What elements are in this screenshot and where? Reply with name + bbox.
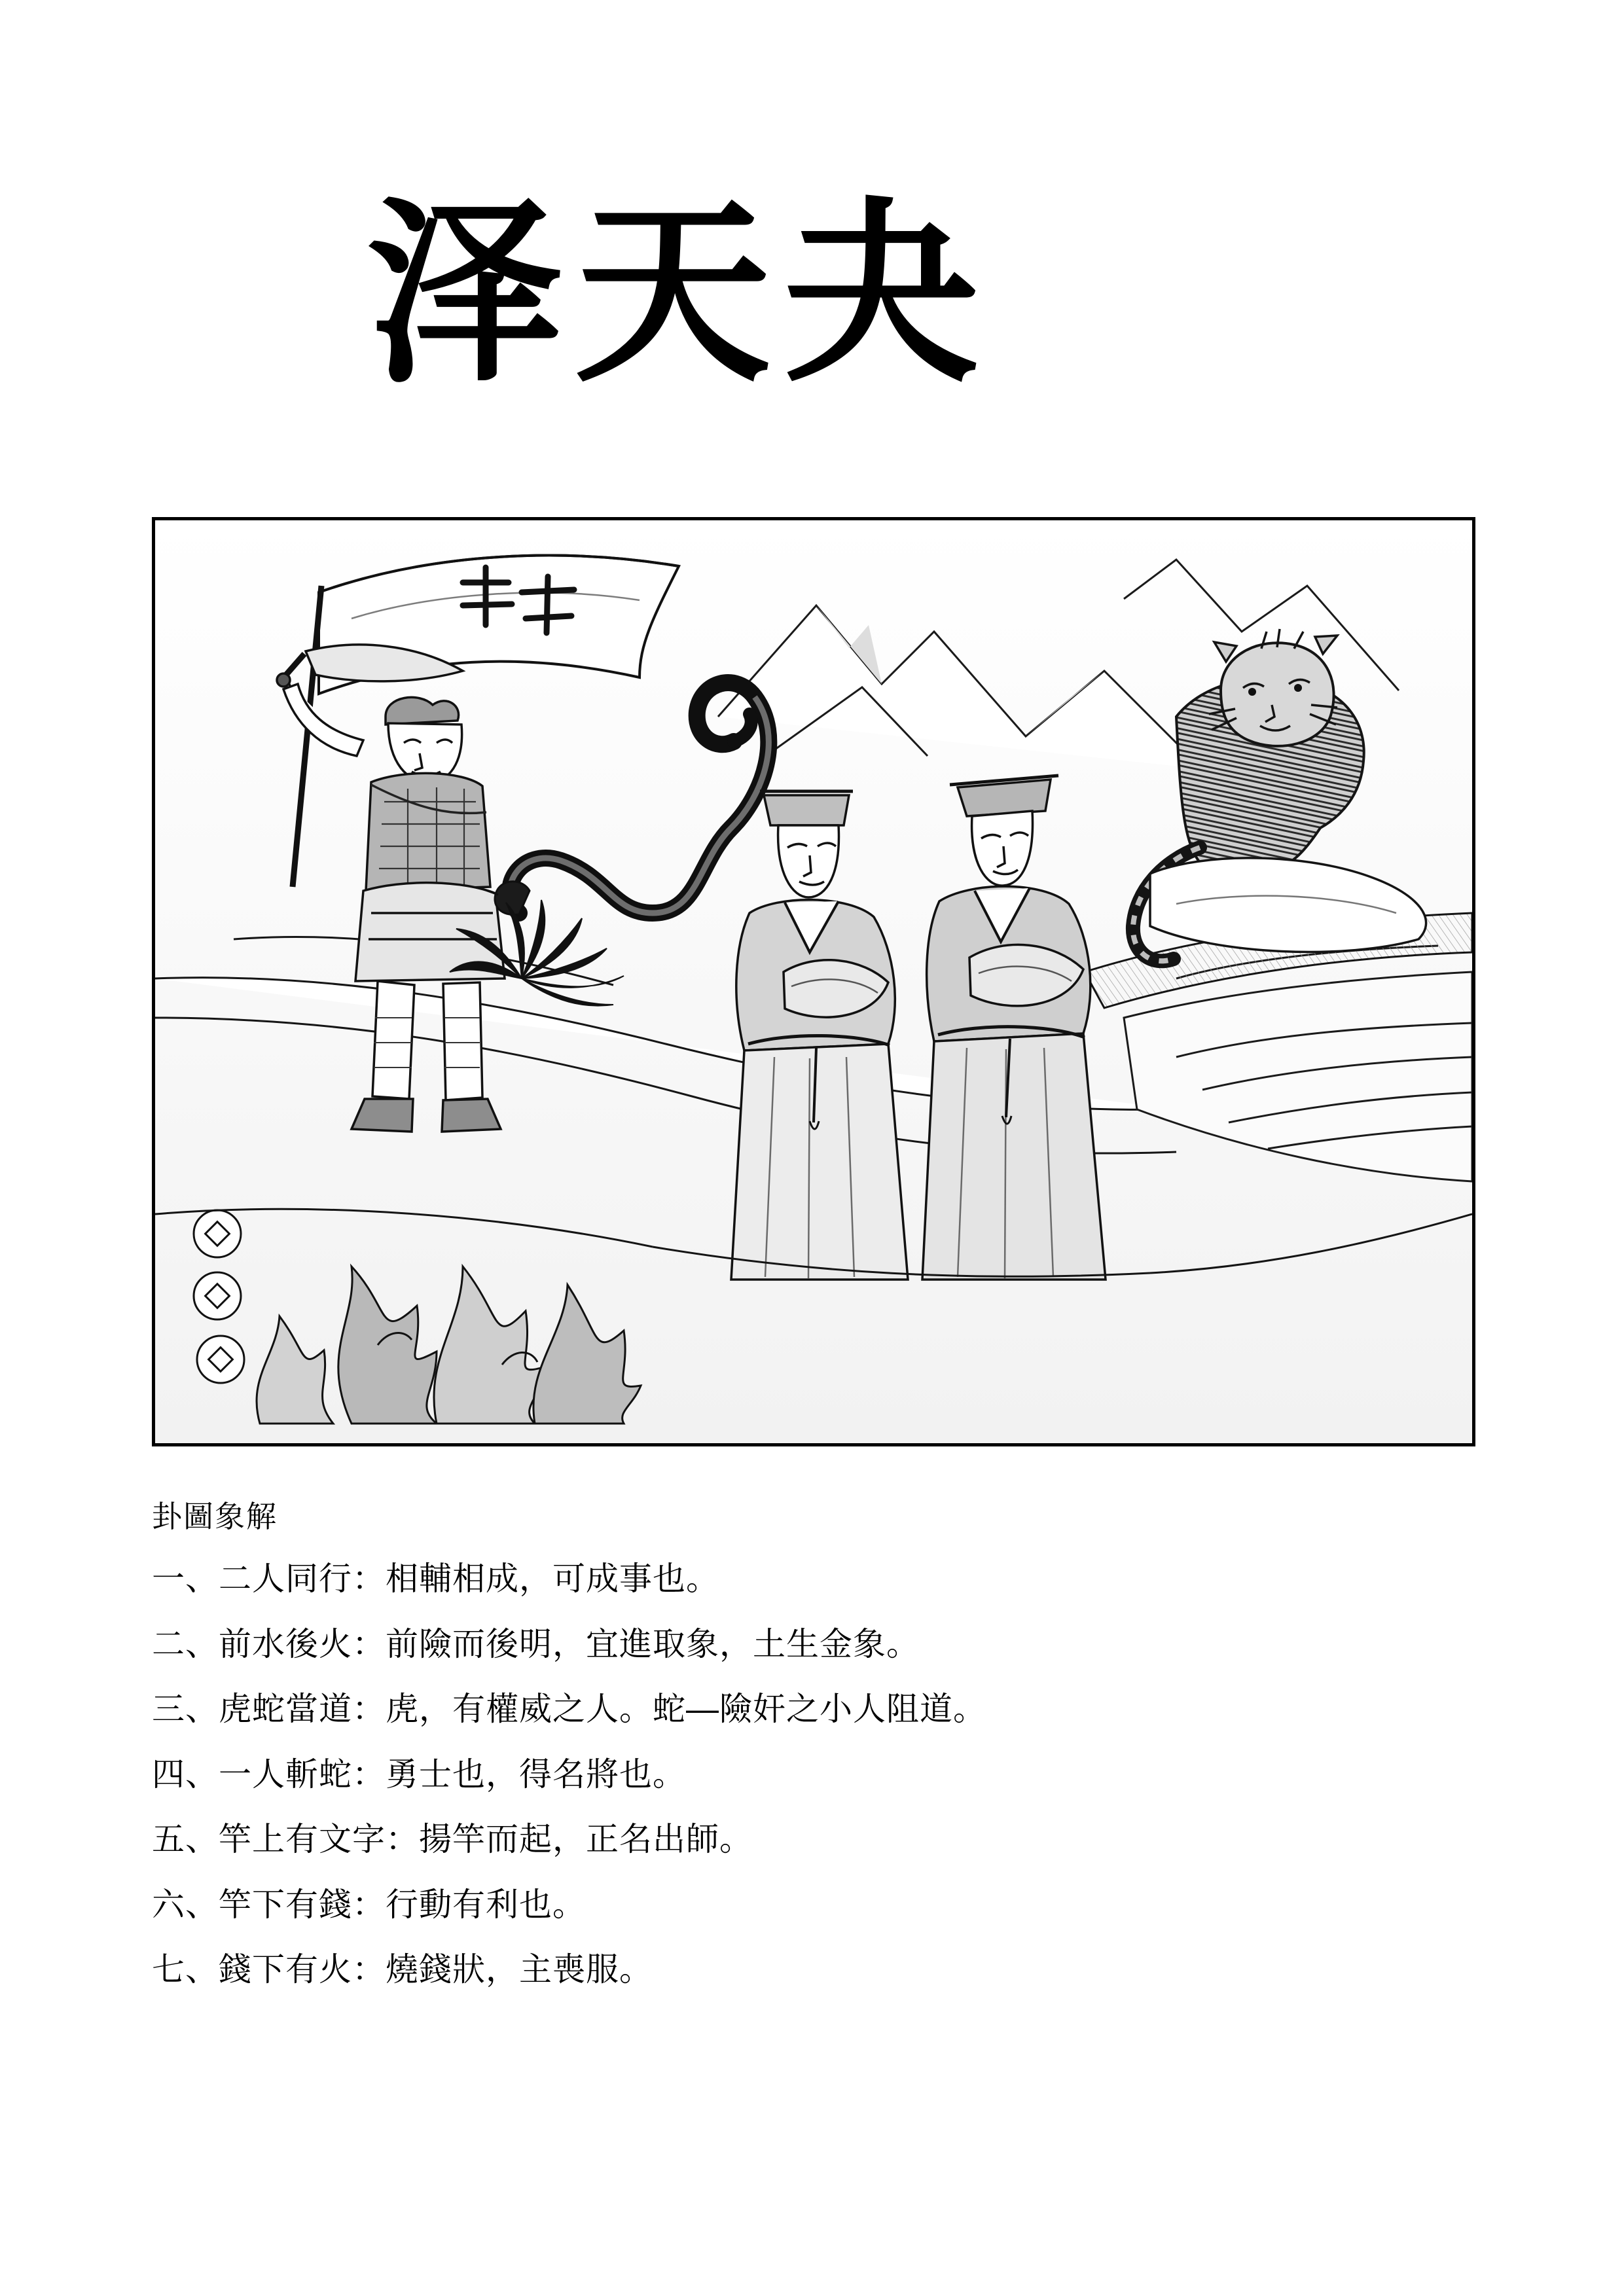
caption-block xyxy=(152,1499,1481,2013)
caption-heading: 卦圖象解 xyxy=(152,1499,278,1534)
caption-line-4: 四、一人斬蛇：勇士也，得名將也。 xyxy=(152,1755,686,1793)
caption-line-7: 七、錢下有火：燒錢狀，主喪服。 xyxy=(152,1951,653,1988)
caption-line-1: 一、二人同行：相輔相成，可成事也。 xyxy=(152,1560,719,1598)
page-title: 泽天夬 xyxy=(367,180,991,408)
illustration-frame xyxy=(152,517,1475,1446)
caption-line-6: 六、竿下有錢：行動有利也。 xyxy=(152,1886,586,1923)
caption-line-2: 二、前水後火：前險而後明，宜進取象，土生金象。 xyxy=(152,1625,920,1662)
illustration-drawing xyxy=(155,520,1472,1443)
coins xyxy=(194,1210,244,1383)
caption-line-5: 五、竿上有文字：揚竿而起，正名出師。 xyxy=(152,1821,753,1858)
caption-line-3: 三、虎蛇當道：虎，有權威之人。蛇—險奸之小人阻道。 xyxy=(152,1691,986,1728)
